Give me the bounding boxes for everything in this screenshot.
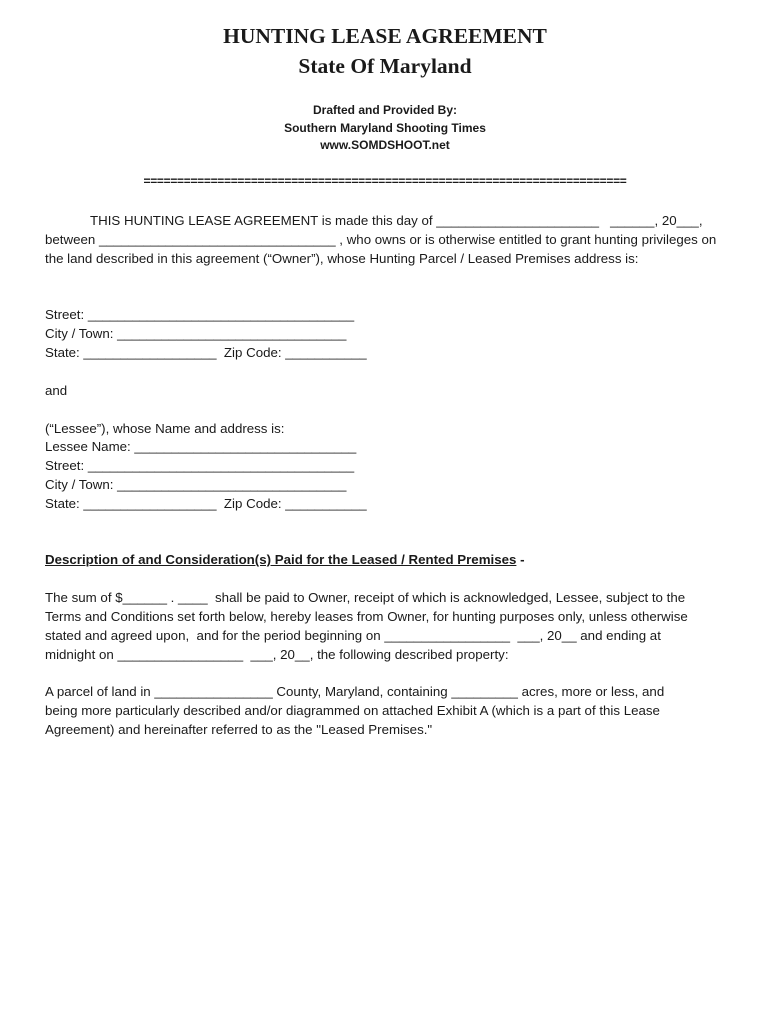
lessee-name-field: Lessee Name: ______________________________	[45, 439, 357, 454]
section-heading-text: Description of and Consideration(s) Paid for the Leased / Rented Premises	[45, 552, 517, 567]
document-subtitle: State Of Maryland	[298, 54, 472, 78]
owner-state-zip-field: State: __________________ Zip Code: ___________	[45, 345, 367, 360]
parcel-line: being more particularly described and/or diagrammed on attached Exhibit A (which is a part of this Lease	[45, 703, 660, 718]
consideration-line: The sum of $______ . ____ shall be paid to Owner, receipt of which is acknowledged, Lessee, subject to the	[45, 590, 686, 605]
lessee-intro: (“Lessee”), whose Name and address is:	[45, 421, 285, 436]
consideration-line: stated and agreed upon, and for the period beginning on _________________ ___, 20__ and ending at	[45, 628, 661, 643]
consideration-line: Terms and Conditions set forth below, hereby leases from Owner, for hunting purposes only, unless otherwise	[45, 609, 688, 624]
lessee-city-field: City / Town: _______________________________	[45, 477, 347, 492]
agreement-intro-paragraph: THIS HUNTING LEASE AGREEMENT is made this day of ______________________ ______, 20___, between ________________________________ , who owns or is otherwise entitled to grant hunting privileges on the land described in this agreement (“Owner”), whose Hunting Parcel / Leased Premises address is:	[45, 213, 720, 266]
publisher-website: www.SOMDSHOOT.net	[320, 138, 450, 152]
and-text: and	[45, 383, 68, 398]
parcel-line: A parcel of land in ________________ County, Maryland, containing _________ acres, more or less, and	[45, 684, 665, 699]
lessee-state-zip-field: State: __________________ Zip Code: ___________	[45, 496, 367, 511]
section-heading-suffix: -	[516, 552, 525, 567]
drafted-by-label: Drafted and Provided By:	[312, 103, 458, 117]
publisher-name: Southern Maryland Shooting Times	[284, 121, 486, 135]
section-divider: ========================================================================	[143, 174, 627, 188]
lessee-street-field: Street: ____________________________________	[45, 458, 355, 473]
owner-city-field: City / Town: _______________________________	[45, 326, 347, 341]
owner-street-field: Street: ____________________________________	[45, 307, 355, 322]
document-title: HUNTING LEASE AGREEMENT	[223, 24, 547, 48]
consideration-line: midnight on _________________ ___, 20__, the following described property:	[45, 647, 509, 662]
section-heading	[45, 550, 525, 569]
parcel-line: Agreement) and hereinafter referred to as the "Leased Premises."	[45, 722, 433, 737]
